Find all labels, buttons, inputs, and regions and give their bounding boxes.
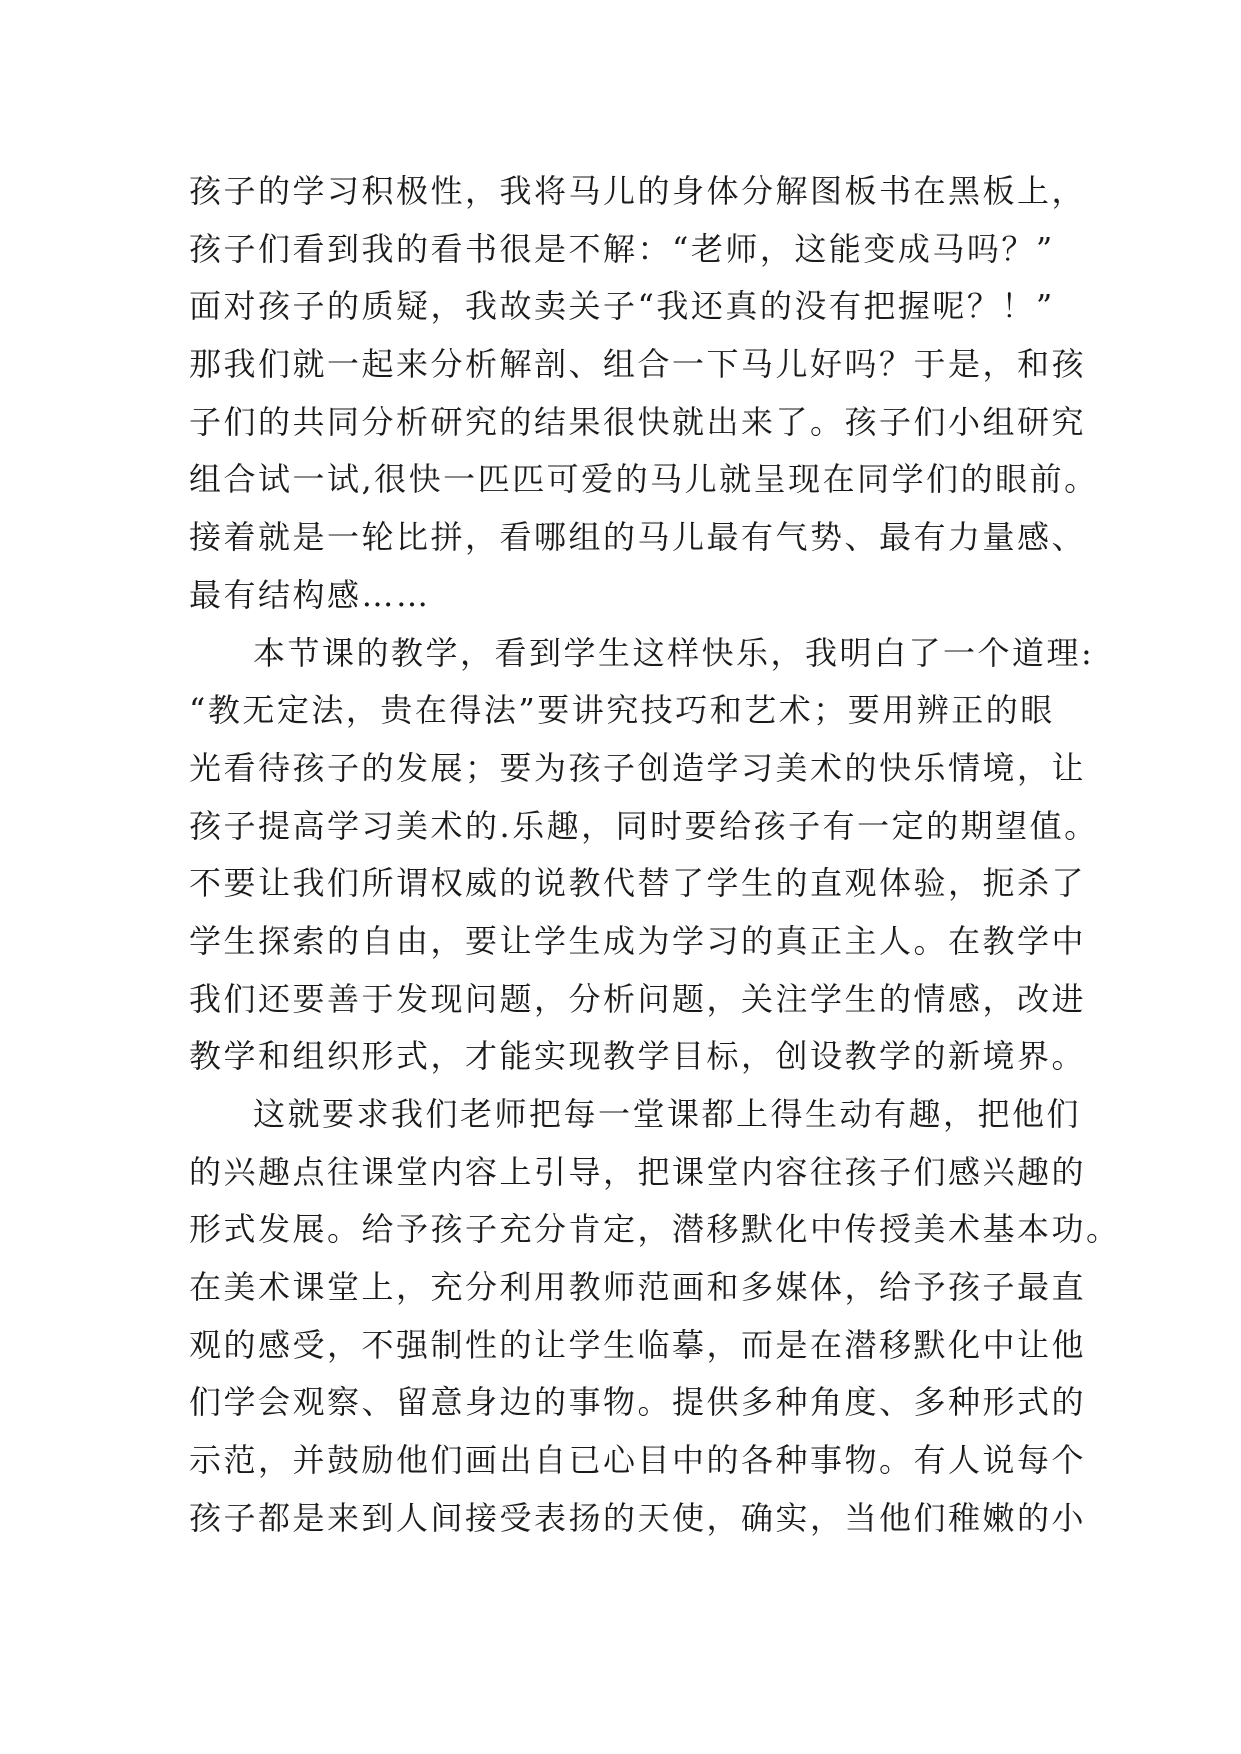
text-line: 我们还要善于发现问题，分析问题，关注学生的情感，改进: [189, 979, 1087, 1018]
text-line: 教学和组织形式，才能实现教学目标，创设教学的新境界。: [189, 1037, 1087, 1076]
text-line: 最有结构感……: [189, 575, 431, 614]
text-line: 学生探索的自由，要让学生成为学习的真正主人。在教学中: [189, 921, 1087, 960]
text-line: 光看待孩子的发展；要为孩子创造学习美术的快乐情境，让: [189, 748, 1087, 787]
paragraph-start-line: 这就要求我们老师把每一堂课都上得生动有趣，把他们: [253, 1095, 1082, 1133]
text-line: 面对孩子的质疑，我故卖关子“我还真的没有把握呢？！”: [189, 287, 1055, 326]
text-line: 孩子都是来到人间接受表扬的天使，确实，当他们稚嫩的小: [189, 1498, 1087, 1537]
text-line: 观的感受，不强制性的让学生临摹，而是在潜移默化中让他: [189, 1325, 1087, 1364]
text-line: 子们的共同分析研究的结果很快就出来了。孩子们小组研究: [189, 402, 1087, 441]
text-line: 孩子们看到我的看书很是不解：“老师，这能变成马吗？”: [189, 229, 1055, 268]
text-line: 形式发展。给予孩子充分肯定，潜移默化中传授美术基本功。: [189, 1210, 1121, 1249]
text-line: “教无定法，贵在得法”要讲究技巧和艺术；要用辨正的眼: [189, 691, 1055, 730]
text-line: 孩子的学习积极性，我将马儿的身体分解图板书在黑板上，: [189, 172, 1087, 210]
body-text: [189, 163, 1121, 1548]
text-line: 组合试一试,很快一匹匹可爱的马儿就呈现在同学们的眼前。: [189, 460, 1099, 499]
text-line: 示范，并鼓励他们画出自已心目中的各种事物。有人说每个: [189, 1441, 1087, 1480]
text-line: 不要让我们所谓权威的说教代替了学生的直观体验，扼杀了: [189, 864, 1087, 903]
text-line: 接着就是一轮比拼，看哪组的马儿最有气势、最有力量感、: [189, 518, 1087, 557]
text-line: 们学会观察、留意身边的事物。提供多种角度、多种形式的: [189, 1383, 1087, 1422]
text-line: 在美术课堂上，充分利用教师范画和多媒体，给予孩子最直: [189, 1268, 1087, 1307]
text-line: 那我们就一起来分析解剖、组合一下马儿好吗？于是，和孩: [189, 345, 1087, 384]
text-line: 的兴趣点往课堂内容上引导，把课堂内容往孩子们感兴趣的: [189, 1152, 1087, 1191]
paragraph-start-line: 本节课的教学，看到学生这样快乐，我明白了一个道理:: [253, 633, 1095, 672]
text-line: 孩子提高学习美术的.乐趣，同时要给孩子有一定的期望值。: [189, 806, 1099, 845]
